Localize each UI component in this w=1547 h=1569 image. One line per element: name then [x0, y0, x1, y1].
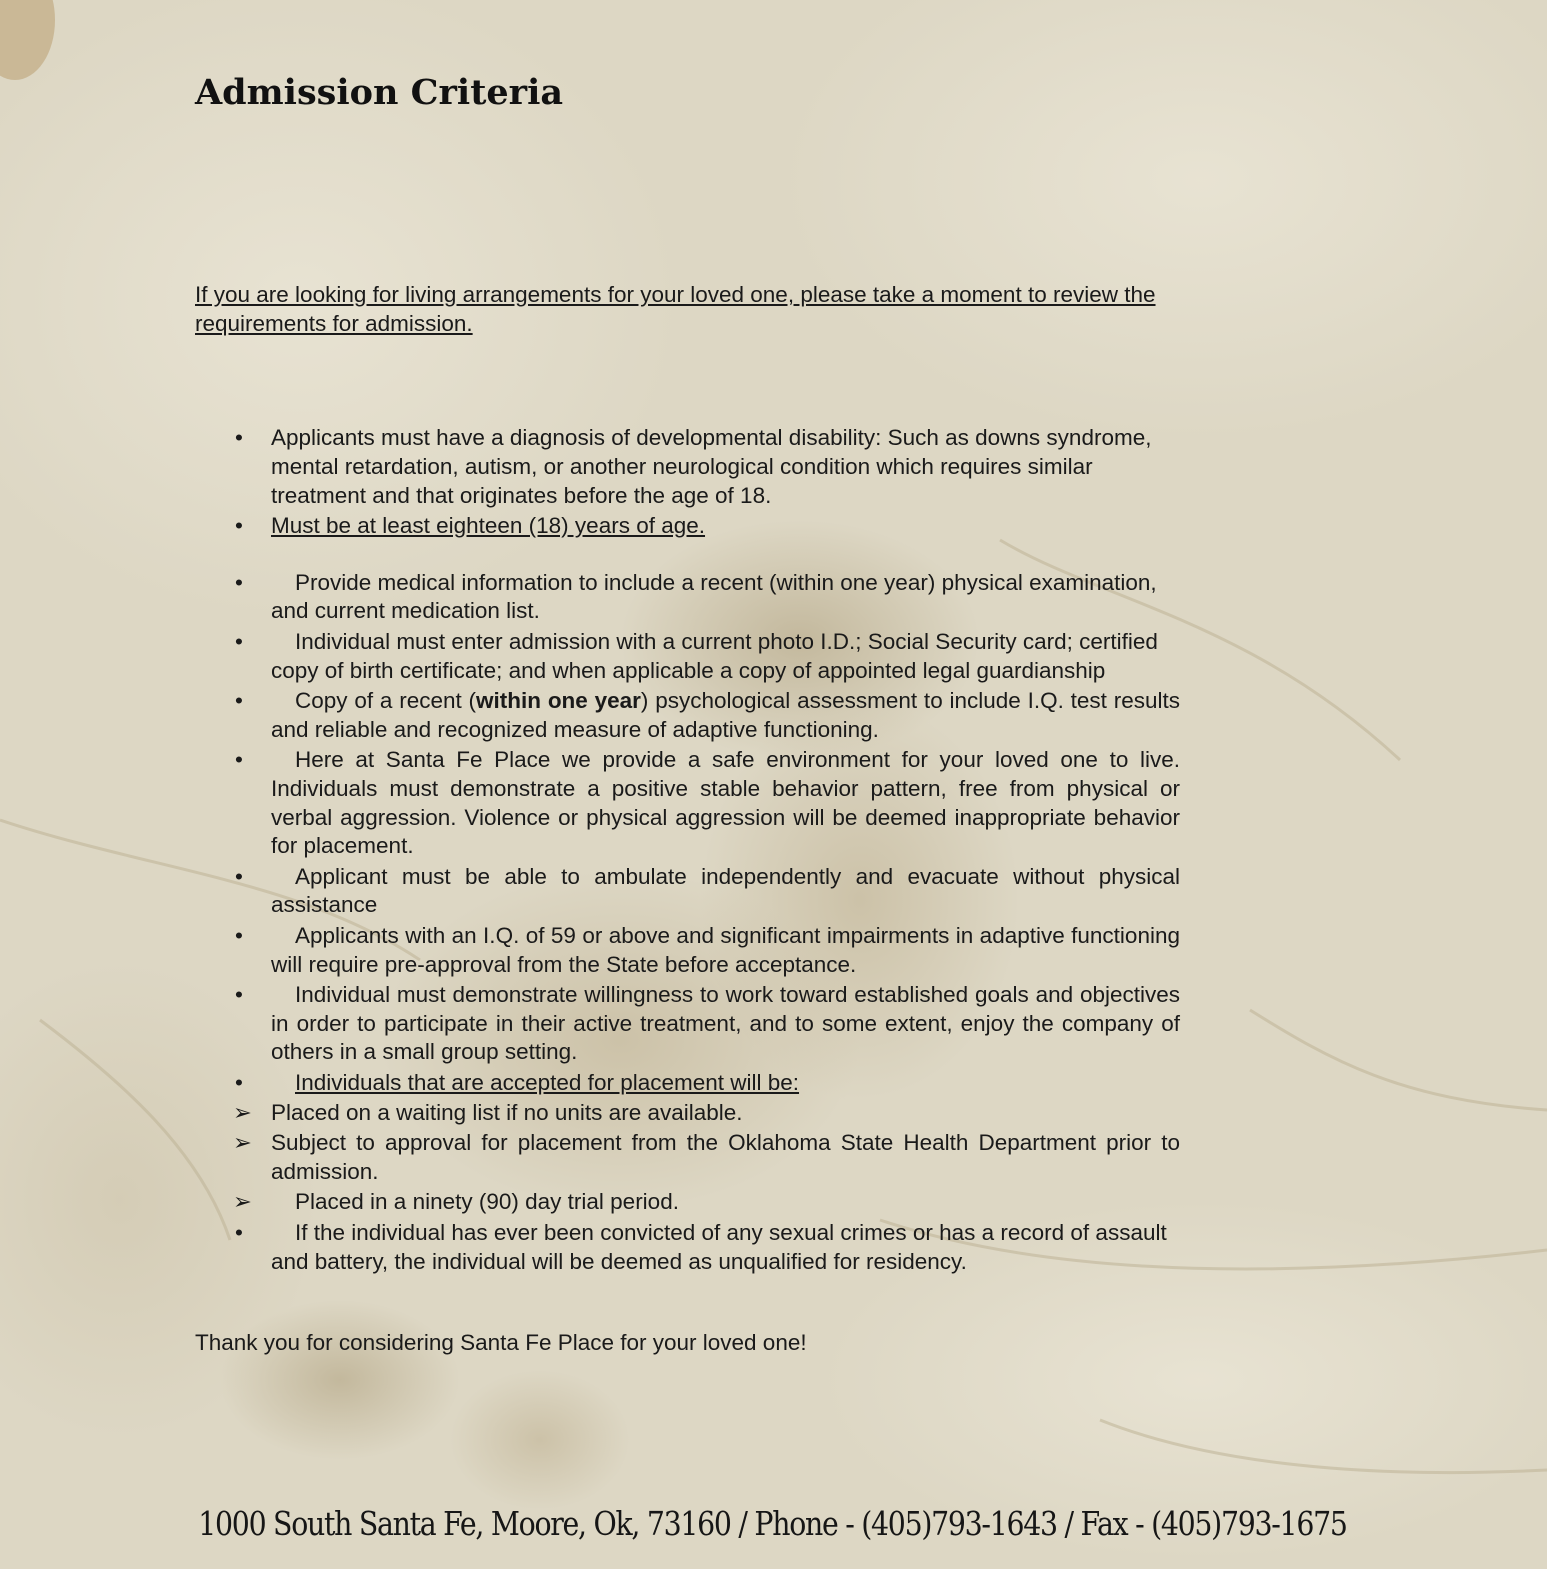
bullet-icon: •	[235, 746, 243, 772]
criteria-text: Individuals that are accepted for placement will be:	[295, 1069, 800, 1095]
bullet-icon: •	[235, 922, 243, 948]
criteria-text: Placed on a waiting list if no units are available.	[271, 1100, 743, 1126]
criteria-text-before: Copy of a recent (	[295, 687, 477, 713]
criteria-text: Applicant must be able to ambulate independently and evacuate without physical assistance	[271, 863, 1180, 918]
criteria-item	[195, 424, 1185, 510]
criteria-text-after: ) psychological assessment to include I.Q. test results and reliable and recognized measure of adaptive functioning.	[271, 687, 1180, 742]
criteria-text: Applicants must have a diagnosis of developmental disability: Such as downs syndrome, mental retardation, autism, or another neurological condition which requires similar treatment and that originates before the age of 18.	[271, 425, 1152, 508]
criteria-item	[195, 922, 1185, 980]
intro-text: If you are looking for living arrangements for your loved one, please take a moment to review the requirements for admission.	[195, 282, 1156, 336]
criteria-text: Provide medical information to include a recent (within one year) physical examination, and current medication list.	[271, 569, 1157, 624]
arrow-bullet-icon: ➢	[233, 1189, 252, 1215]
criteria-subitem	[195, 1099, 1185, 1128]
bullet-icon: •	[235, 1219, 243, 1245]
criteria-text: Individual must enter admission with a current photo I.D.; Social Security card; certified copy of birth certificate; and when applicable a copy of appointed legal guardianship	[271, 628, 1158, 683]
criteria-item	[195, 628, 1185, 686]
criteria-item	[195, 746, 1185, 861]
criteria-text: Placed in a ninety (90) day trial period.	[295, 1189, 679, 1215]
criteria-text: Applicants with an I.Q. of 59 or above and significant impairments in adaptive functioning will require pre-approval from the State before acceptance.	[271, 922, 1180, 977]
contact-footer: 1000 South Santa Fe, Moore, Ok, 73160 / Phone - (405)793-1643 / Fax - (405)793-1675	[198, 1504, 1347, 1543]
criteria-subitem	[195, 1129, 1185, 1187]
bullet-icon: •	[235, 512, 243, 538]
criteria-text: Subject to approval for placement from the Oklahoma State Health Department prior to admission.	[271, 1130, 1180, 1185]
criteria-item	[195, 1219, 1185, 1277]
criteria-list	[195, 424, 1185, 1278]
criteria-item	[195, 863, 1185, 921]
bullet-icon: •	[235, 863, 243, 889]
criteria-text: Individual must demonstrate willingness to work toward established goals and objectives in order to participate in their active treatment, and to some extent, enjoy the company of others in a small group setting.	[271, 981, 1180, 1065]
bullet-icon: •	[235, 981, 243, 1007]
bullet-icon: •	[235, 628, 243, 654]
criteria-text: Here at Santa Fe Place we provide a safe environment for your loved one to live. Individuals must demonstrate a positive stable behavior pattern, free from physical or verbal aggression. Violence or physical aggression will be deemed inappropriate behavior for placement.	[271, 746, 1180, 859]
closing-text: Thank you for considering Santa Fe Place for your loved one!	[195, 1330, 807, 1355]
criteria-item	[195, 512, 1185, 541]
criteria-item	[195, 981, 1185, 1067]
criteria-item	[195, 1069, 1185, 1098]
criteria-subitem	[195, 1188, 1185, 1217]
criteria-item	[195, 687, 1185, 745]
bullet-icon: •	[235, 569, 243, 595]
criteria-text: If the individual has ever been convicted of any sexual crimes or has a record of assault and battery, the individual will be deemed as unqualified for residency.	[271, 1219, 1167, 1274]
arrow-bullet-icon: ➢	[233, 1130, 252, 1156]
criteria-text: Must be at least eighteen (18) years of age.	[271, 512, 706, 538]
bullet-icon: •	[235, 687, 243, 713]
arrow-bullet-icon: ➢	[233, 1100, 252, 1126]
criteria-text-bold: within one year	[476, 687, 641, 713]
bullet-icon: •	[235, 1069, 243, 1095]
criteria-item	[195, 569, 1185, 627]
bullet-icon: •	[235, 425, 243, 450]
page-title: Admission Criteria	[195, 72, 564, 113]
